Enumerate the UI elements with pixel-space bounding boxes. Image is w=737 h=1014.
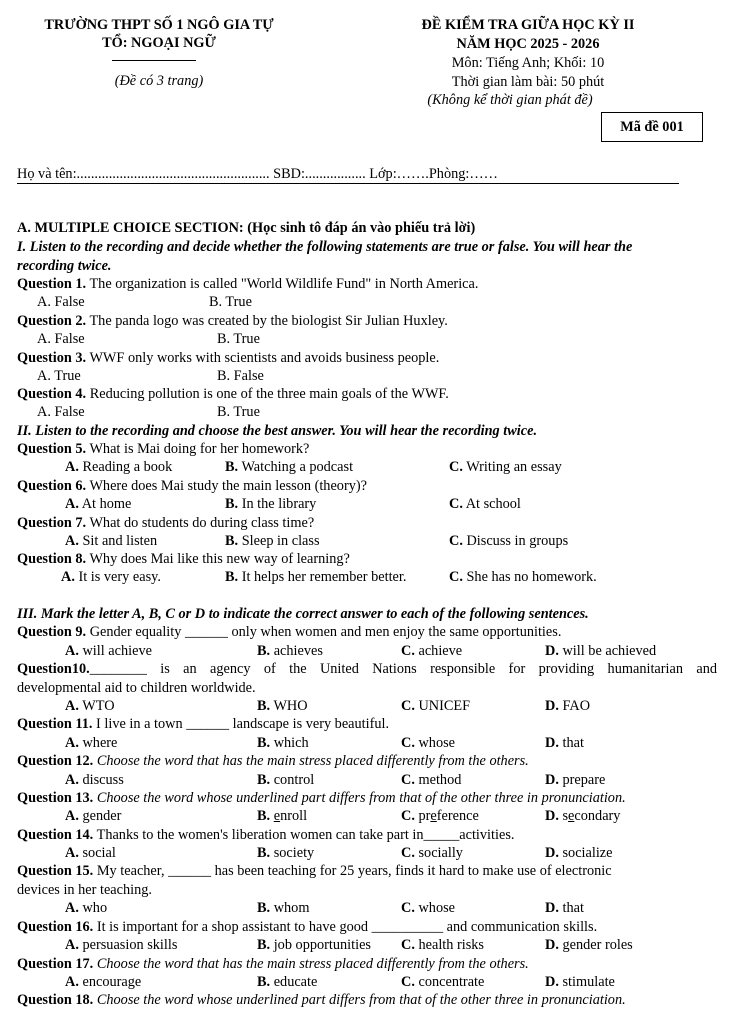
q13-option-c: C. preference: [401, 808, 479, 824]
q17-option-a: A. encourage: [65, 974, 142, 990]
question-1: Question 1. The organization is called "World Wildlife Fund" in North America.: [17, 276, 479, 292]
q9-option-c: C. achieve: [401, 643, 463, 659]
q10-option-d: D. FAO: [545, 698, 591, 714]
question-15-cont: devices in her teaching.: [17, 882, 152, 898]
q10-option-b: B. WHO: [257, 698, 308, 714]
q14-option-a: A. social: [65, 845, 116, 861]
q9-option-b: B. achieves: [257, 643, 323, 659]
subject-line: Môn: Tiếng Anh; Khối: 10: [451, 55, 605, 71]
q4-option-b: B. True: [217, 404, 260, 420]
q13-option-b: B. enroll: [257, 808, 308, 824]
part1-instruction: I. Listen to the recording and decide whether the following statements are true or false. You will hear the: [17, 239, 633, 255]
exam-title: ĐỀ KIỂM TRA GIỮA HỌC KỲ II: [421, 17, 635, 33]
section-a-heading: A. MULTIPLE CHOICE SECTION: (Học sinh tô đáp án vào phiếu trả lời): [17, 220, 476, 236]
q11-option-c: C. whose: [401, 735, 456, 751]
question-16: Question 16. It is important for a shop assistant to have good __________ and communication skills.: [17, 919, 598, 935]
q17-option-d: D. stimulate: [545, 974, 615, 990]
q16-option-b: B. job opportunities: [257, 937, 371, 953]
q6-option-b: B. In the library: [225, 496, 317, 512]
q12-option-c: C. method: [401, 772, 462, 788]
question-5: Question 5. What is Mai doing for her homework?: [17, 441, 310, 457]
q3-option-a: A. True: [37, 368, 81, 384]
q5-option-c: C. Writing an essay: [449, 459, 562, 475]
question-7: Question 7. What do students do during class time?: [17, 515, 315, 531]
department-name: TỔ: NGOẠI NGỮ: [102, 35, 216, 51]
q2-option-a: A. False: [37, 331, 85, 347]
q17-option-c: C. concentrate: [401, 974, 485, 990]
q12-option-a: A. discuss: [65, 772, 124, 788]
q12-option-d: D. prepare: [545, 772, 606, 788]
q16-option-c: C. health risks: [401, 937, 484, 953]
exam-code-box: Mã đề 001: [601, 112, 703, 142]
q15-option-a: A. who: [65, 900, 108, 916]
question-2: Question 2. The panda logo was created by the biologist Sir Julian Huxley.: [17, 313, 448, 329]
question-15: Question 15. My teacher, ______ has been teaching for 25 years, finds it hard to make use of electronic: [17, 863, 612, 879]
q9-option-a: A. will achieve: [65, 643, 152, 659]
q10-option-a: A. WTO: [65, 698, 115, 714]
question-4: Question 4. Reducing pollution is one of the three main goals of the WWF.: [17, 386, 449, 402]
q7-option-a: A. Sit and listen: [65, 533, 158, 549]
question-6: Question 6. Where does Mai study the main lesson (theory)?: [17, 478, 367, 494]
q5-option-a: A. Reading a book: [65, 459, 173, 475]
question-13: Question 13. Choose the word whose underlined part differs from that of the other three in pronunciation.: [17, 790, 626, 806]
question-10-cont: developmental aid to children worldwide.: [17, 680, 256, 696]
q11-option-a: A. where: [65, 735, 118, 751]
q7-option-b: B. Sleep in class: [225, 533, 320, 549]
q11-option-d: D. that: [545, 735, 584, 751]
q9-option-d: D. will be achieved: [545, 643, 657, 659]
duration-note: (Không kể thời gian phát đề): [427, 92, 593, 108]
q1-option-b: B. True: [209, 294, 252, 310]
q14-option-b: B. society: [257, 845, 315, 861]
header-rule: [112, 60, 196, 61]
part3-instruction: III. Mark the letter A, B, C or D to indicate the correct answer to each of the following sentences.: [17, 606, 589, 622]
q14-option-d: D. socialize: [545, 845, 613, 861]
q12-option-b: B. control: [257, 772, 315, 788]
q7-option-c: C. Discuss in groups: [449, 533, 569, 549]
part1-instruction-cont: recording twice.: [17, 258, 112, 274]
school-year: NĂM HỌC 2025 - 2026: [456, 36, 600, 52]
question-11: Question 11. I live in a town ______ landscape is very beautiful.: [17, 716, 390, 732]
q1-option-a: A. False: [37, 294, 85, 310]
question-14: Question 14. Thanks to the women's liberation women can take part in_____activities.: [17, 827, 515, 843]
q8-option-b: B. It helps her remember better.: [225, 569, 407, 585]
q4-option-a: A. False: [37, 404, 85, 420]
q5-option-b: B. Watching a podcast: [225, 459, 354, 475]
q10-option-c: C. UNICEF: [401, 698, 471, 714]
student-info-line: Họ và tên:...................................................... SBD:................. Lớp:…….Phòng:……: [17, 165, 679, 184]
question-10: Question10.________ is an agency of the United Nations responsible for providing humanitarian and: [17, 661, 717, 677]
q17-option-b: B. educate: [257, 974, 318, 990]
q16-option-d: D. gender roles: [545, 937, 633, 953]
question-12: Question 12. Choose the word that has the main stress placed differently from the others.: [17, 753, 529, 769]
q11-option-b: B. which: [257, 735, 309, 751]
q15-option-b: B. whom: [257, 900, 310, 916]
q13-option-d: D. secondary: [545, 808, 621, 824]
q2-option-b: B. True: [217, 331, 260, 347]
q8-option-c: C. She has no homework.: [449, 569, 597, 585]
question-3: Question 3. WWF only works with scientists and avoids business people.: [17, 350, 440, 366]
q14-option-c: C. socially: [401, 845, 463, 861]
q13-option-a: A. gender: [65, 808, 122, 824]
question-8: Question 8. Why does Mai like this new way of learning?: [17, 551, 350, 567]
school-name: TRƯỜNG THPT SỐ 1 NGÔ GIA TỰ: [44, 17, 274, 33]
question-9: Question 9. Gender equality ______ only when women and men enjoy the same opportunities.: [17, 624, 562, 640]
q3-option-b: B. False: [217, 368, 264, 384]
duration-line: Thời gian làm bài: 50 phút: [451, 74, 605, 90]
q15-option-c: C. whose: [401, 900, 456, 916]
question-17: Question 17. Choose the word that has the main stress placed differently from the others.: [17, 956, 529, 972]
q15-option-d: D. that: [545, 900, 584, 916]
q16-option-a: A. persuasion skills: [65, 937, 178, 953]
part2-instruction: II. Listen to the recording and choose the best answer. You will hear the recording twice.: [17, 423, 538, 439]
question-18: Question 18. Choose the word whose underlined part differs from that of the other three in pronunciation.: [17, 992, 626, 1008]
q6-option-c: C. At school: [449, 496, 521, 512]
q6-option-a: A. At home: [65, 496, 132, 512]
pages-note: (Đề có 3 trang): [114, 73, 204, 89]
q8-option-a: A. It is very easy.: [61, 569, 161, 585]
